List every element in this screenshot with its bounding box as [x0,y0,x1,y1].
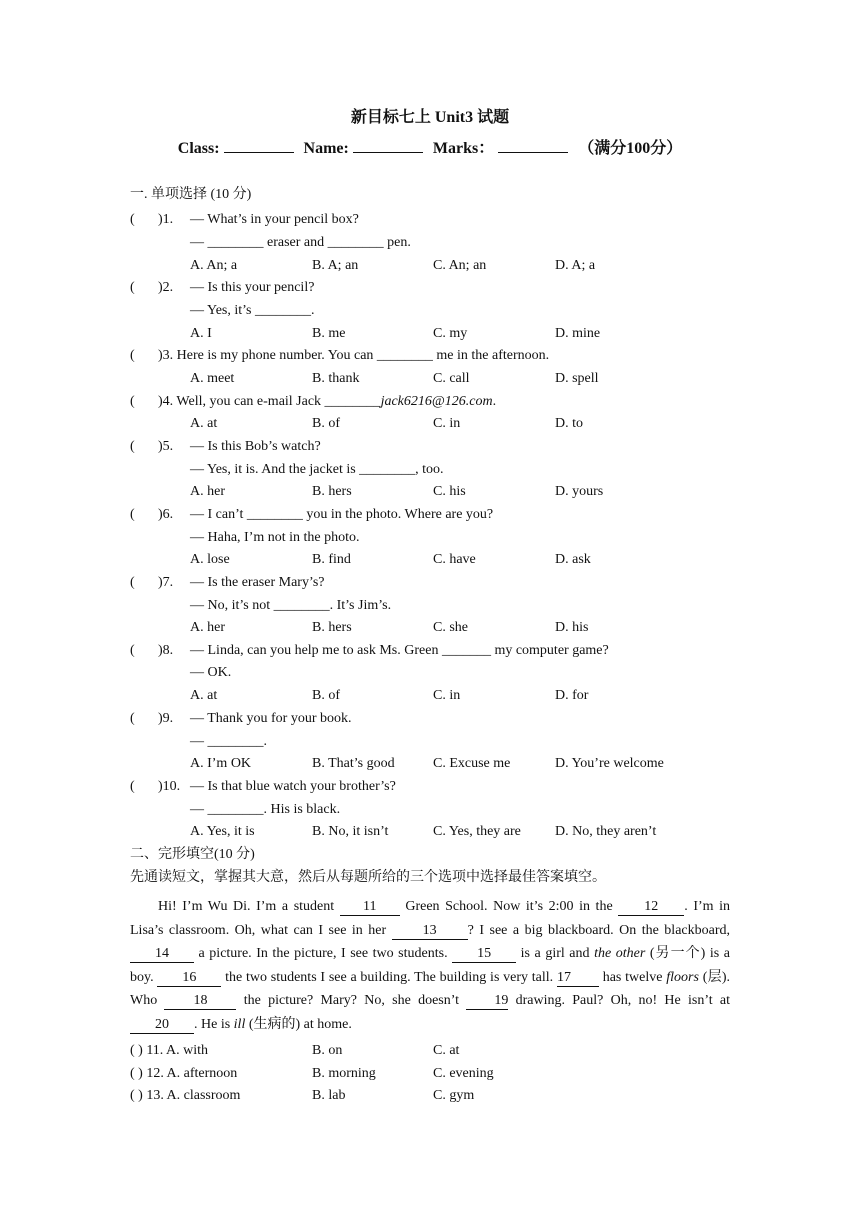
marks-blank [498,138,568,153]
blank-11: 11 [340,899,400,916]
option-c: C. Yes, they are [433,824,521,839]
blank-14: 14 [130,946,194,963]
option-a: A. meet [190,371,235,386]
q12-option-b: B. morning [312,1066,376,1081]
q12-option-a: ( ) 12. A. afternoon [130,1066,238,1081]
q5-line1: — Is this Bob’s watch? [190,439,321,454]
full-score: （满分100分） [578,140,683,157]
blank-13: 13 [392,923,468,940]
class-label: Class: [177,140,220,157]
option-d: D. You’re welcome [555,756,664,771]
option-b: B. find [312,552,351,567]
email-text: jack6216@126.com [380,394,493,409]
option-d: D. his [555,620,589,635]
q5-number: ( )5. [130,439,174,454]
option-a: A. her [190,620,225,635]
blank-18: 18 [164,993,236,1010]
option-d: D. ask [555,552,591,567]
option-a: A. An; a [190,258,238,273]
q13-option-c: C. gym [433,1088,475,1103]
blank-20: 20 [130,1017,194,1034]
q7-line1: — Is the eraser Mary’s? [190,575,325,590]
option-c: C. call [433,371,470,386]
q10-line2: — ________. His is black. [190,802,341,817]
option-d: D. No, they aren’t [555,824,657,839]
name-label: Name: [303,140,349,157]
q11-option-a: ( ) 11. A. with [130,1043,209,1058]
q12-option-c: C. evening [433,1066,494,1081]
q8-line1: — Linda, can you help me to ask Ms. Green _______ my computer game? [190,643,609,658]
q1-number: ( )1. [130,212,174,227]
option-b: B. hers [312,484,352,499]
option-d: D. mine [555,326,601,341]
class-blank [224,138,294,153]
option-c: C. my [433,326,468,341]
q4-stem: ( )4. Well, you can e-mail Jack ________jack6216@126.com. [130,394,497,409]
q11-option-b: B. on [312,1043,343,1058]
option-b: B. of [312,416,340,431]
option-b: B. of [312,688,340,703]
option-a: A. her [190,484,225,499]
option-c: C. Excuse me [433,756,511,771]
option-b: B. me [312,326,346,341]
option-a: A. I’m OK [190,756,252,771]
option-a: A. I [190,326,212,341]
q2-line1: — Is this your pencil? [190,280,315,295]
option-d: D. A; a [555,258,596,273]
q6-line2: — Haha, I’m not in the photo. [190,530,360,545]
q10-number: ( )10. [130,779,181,794]
q3-stem: ( )3. Here is my phone number. You can ________ me in the afternoon. [130,348,550,363]
option-b: B. A; an [312,258,359,273]
option-d: D. spell [555,371,599,386]
blank-12: 12 [618,899,684,916]
q7-number: ( )7. [130,575,174,590]
q8-line2: — OK. [190,665,232,680]
option-a: A. Yes, it is [190,824,255,839]
section1-heading: 一. 单项选择 (10 分) [130,187,252,202]
q9-line2: — ________. [190,734,267,749]
student-info-line [0,135,860,158]
cloze-passage: Hi! I’m Wu Di. I’m a student 11 Green School. Now it’s 2:00 in the 12 . I’m in Lisa’s classroom. Oh, what can I see in her 13 ? I see a big blackboard. On the blackboard, 14 a picture. In the picture, I see two students. 15 is a girl and the other (另一个) is a boy. 16 the two students I see a building. The building is very tall. 17 has twelve floors (层). Who 18 the picture? Mary? No, she doesn’t 19 drawing. Paul? Oh, no! He isn’t at 20 . He is ill (生病的) at home. [130,899,731,1032]
q1-line2: — ________ eraser and ________ pen. [190,235,411,250]
option-b: B. That’s good [312,756,395,771]
option-a: A. at [190,688,218,703]
name-blank [353,138,423,153]
q6-number: ( )6. [130,507,174,522]
blank-19: 19 [466,993,508,1010]
option-a: A. lose [190,552,230,567]
q5-line2: — Yes, it is. And the jacket is ________, too. [190,462,444,477]
q10-line1: — Is that blue watch your brother’s? [190,779,396,794]
option-c: C. in [433,688,461,703]
option-b: B. thank [312,371,360,386]
section2-instruction: 先通读短文，掌握其大意，然后从每题所给的三个选项中选择最佳答案填空。 [130,870,606,885]
q2-line2: — Yes, it’s ________. [190,303,315,318]
option-c: C. his [433,484,466,499]
option-c: C. An; an [433,258,487,273]
option-d: D. for [555,688,589,703]
section2-heading: 二、完形填空(10 分) [130,847,255,862]
blank-16: 16 [157,970,221,987]
option-c: C. she [433,620,468,635]
blank-17: 17 [557,970,599,987]
option-c: C. have [433,552,476,567]
q2-number: ( )2. [130,280,174,295]
option-a: A. at [190,416,218,431]
blank-15: 15 [452,946,516,963]
q8-number: ( )8. [130,643,174,658]
q9-line1: — Thank you for your book. [190,711,352,726]
q13-option-a: ( ) 13. A. classroom [130,1088,241,1103]
option-d: D. yours [555,484,604,499]
option-b: B. No, it isn’t [312,824,389,839]
q13-option-b: B. lab [312,1088,346,1103]
q11-option-c: C. at [433,1043,460,1058]
q7-line2: — No, it’s not ________. It’s Jim’s. [190,598,392,613]
exam-title: 新目标七上 Unit3 试题 [350,109,510,126]
option-c: C. in [433,416,461,431]
marks-label: Marks： [432,140,495,157]
option-d: D. to [555,416,583,431]
q9-number: ( )9. [130,711,174,726]
option-b: B. hers [312,620,352,635]
q1-line1: — What’s in your pencil box? [190,212,359,227]
q6-line1: — I can’t ________ you in the photo. Where are you? [190,507,494,522]
